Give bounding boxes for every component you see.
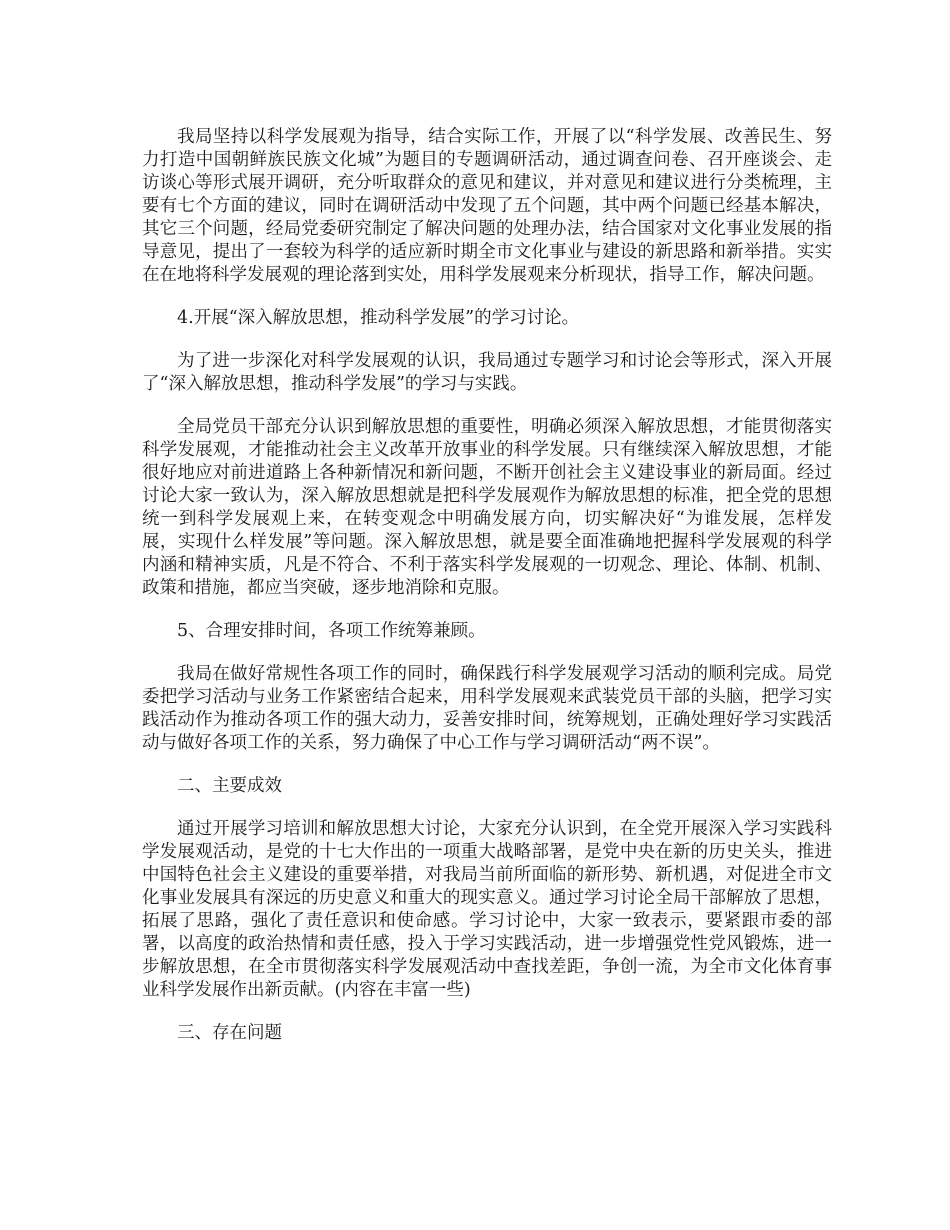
section-heading: 二、主要成效 bbox=[177, 776, 282, 796]
body-paragraph: 我局在做好常规性各项工作的同时，确保践行科学发展观学习活动的顺利完成。局党委把学习活动与业务工作紧密结合起来，用科学发展观来武装党员干部的头脑，把学习实践活动作为推动各项工作的强大动力，妥善安排时间，统筹规划，正确处理好学习实践活动与做好各项工作的关系，努力确保了中心工作与学习调研活动“两不误”。 bbox=[142, 664, 832, 753]
body-paragraph: 我局坚持以科学发展观为指导，结合实际工作，开展了以“科学发展、改善民生、努力打造中国朝鲜族民族文化城”为题目的专题调研活动，通过调查问卷、召开座谈会、走访谈心等形式展开调研，充分听取群众的意见和建议，并对意见和建议进行分类梳理，主要有七个方面的建议，同时在调研活动中发现了五个问题，其中两个问题已经基本解决，其它三个问题，经局党委研究制定了解决问题的处理办法，结合国家对文化事业发展的指导意见，提出了一套较为科学的适应新时期全市文化事业与建设的新思路和新举措。实实在在地将科学发展观的理论落到实处，用科学发展观来分析现状，指导工作，解决问题。 bbox=[142, 127, 832, 285]
section-heading: 5、合理安排时间，各项工作统筹兼顾。 bbox=[177, 621, 486, 641]
section-heading: 三、存在问题 bbox=[177, 1023, 282, 1043]
body-paragraph: 全局党员干部充分认识到解放思想的重要性，明确必须深入解放思想，才能贯彻落实科学发展观，才能推动社会主义改革开放事业的科学发展。只有继续深入解放思想，才能很好地应对前进道路上各种新情况和新问题，不断开创社会主义建设事业的新局面。经过讨论大家一致认为，深入解放思想就是把科学发展观作为解放思想的标准，把全党的思想统一到科学发展观上来，在转变观念中明确发展方向，切实解决好“为谁发展，怎样发展，实现什么样发展”等问题。深入解放思想，就是要全面准确地把握科学发展观的科学内涵和精神实质，凡是不符合、不利于落实科学发展观的一切观念、理论、体制、机制、政策和措施，都应当突破，逐步地消除和克服。 bbox=[142, 417, 832, 598]
body-paragraph: 为了进一步深化对科学发展观的认识，我局通过专题学习和讨论会等形式，深入开展了“深入解放思想，推动科学发展”的学习与实践。 bbox=[142, 351, 832, 394]
section-heading: 4.开展“深入解放思想，推动科学发展”的学习讨论。 bbox=[177, 308, 580, 328]
document-page bbox=[142, 126, 832, 1065]
body-paragraph: 通过开展学习培训和解放思想大讨论，大家充分认识到，在全党开展深入学习实践科学发展观活动，是党的十七大作出的一项重大战略部署，是党中央在新的历史关头，推进中国特色社会主义建设的重要举措，对我局当前所面临的新形势、新机遇，对促进全市文化事业发展具有深远的历史意义和重大的现实意义。通过学习讨论全局干部解放了思想，拓展了思路，强化了责任意识和使命感。学习讨论中，大家一致表示，要紧跟市委的部署，以高度的政治热情和责任感，投入于学习实践活动，进一步增强党性党风锻炼，进一步解放思想，在全市贯彻落实科学发展观活动中查找差距，争创一流，为全市文化体育事业科学发展作出新贡献。(内容在丰富一些) bbox=[142, 819, 832, 1000]
